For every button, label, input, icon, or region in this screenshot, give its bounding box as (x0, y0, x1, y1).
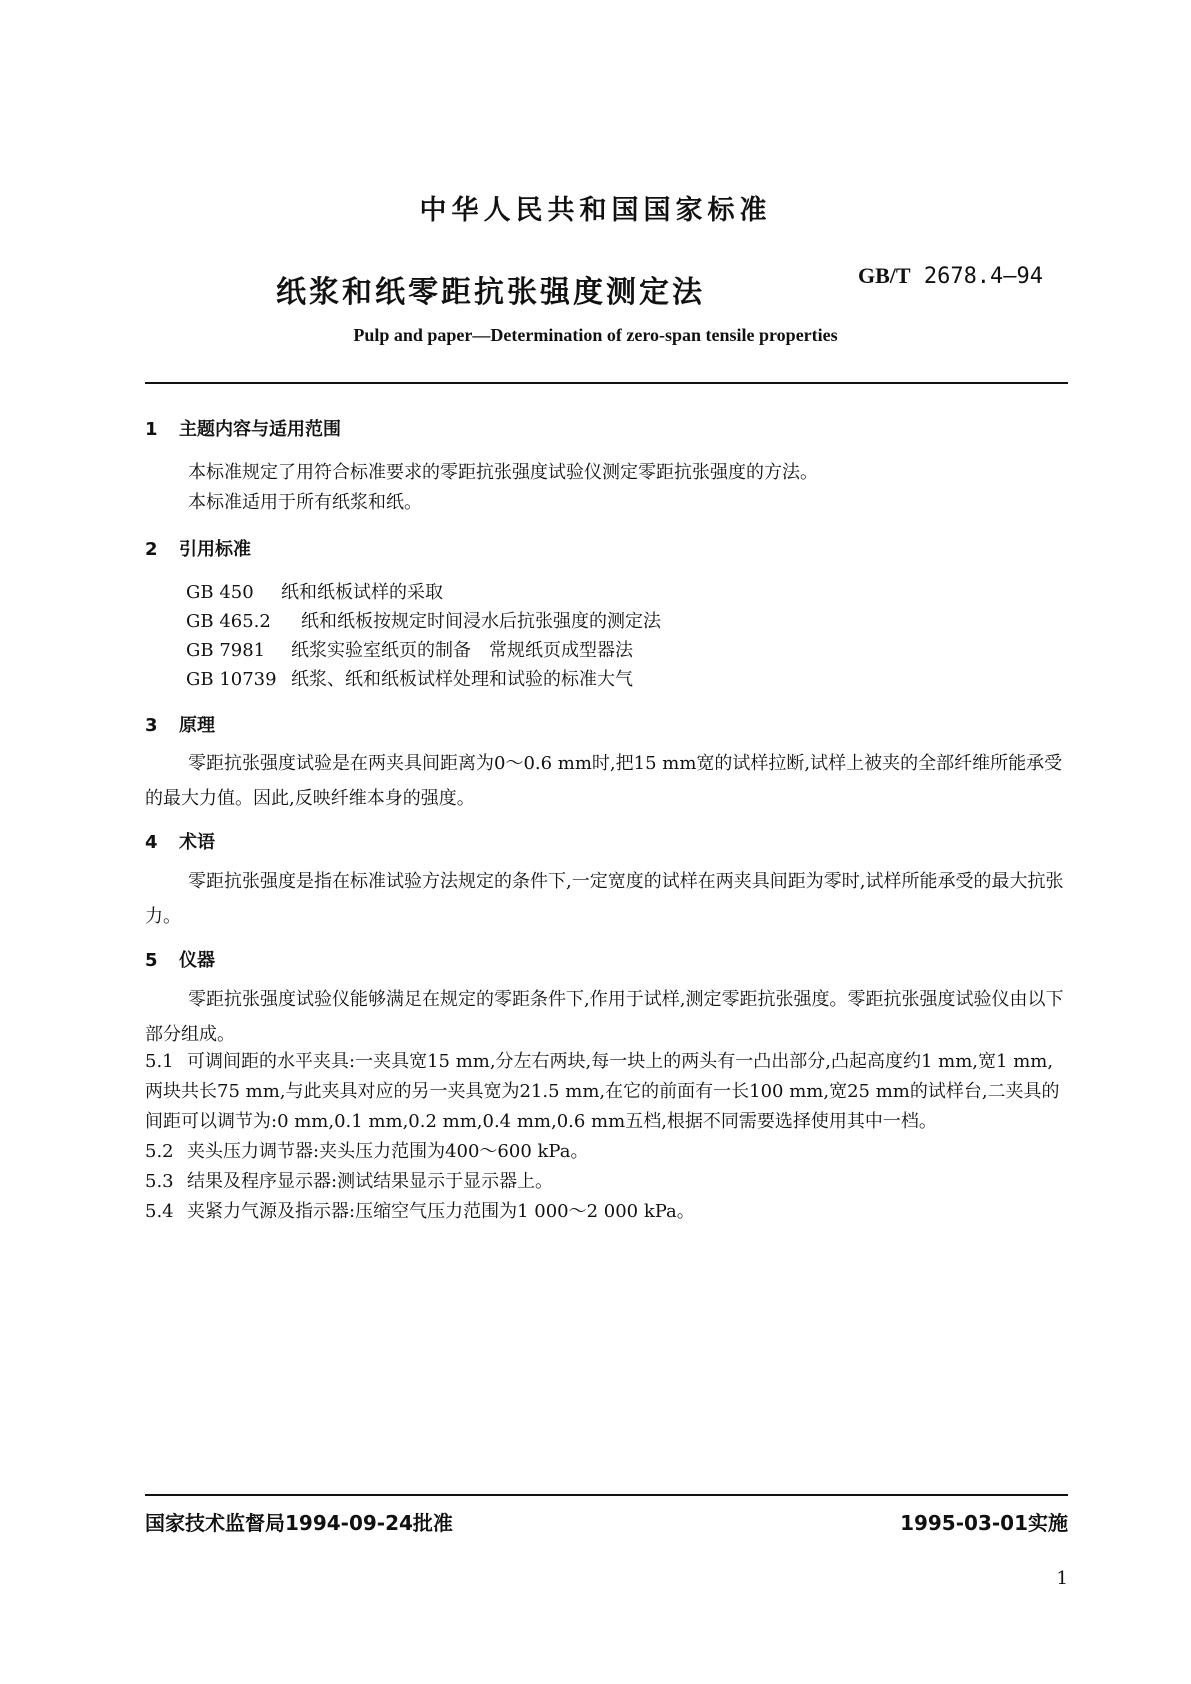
standard-code (858, 263, 1043, 289)
section-1-line-2: 本标准适用于所有纸浆和纸。 (188, 492, 422, 513)
item-number: 5.2 (145, 1141, 174, 1162)
reference-title: 纸和纸板按规定时间浸水后抗张强度的测定法 (301, 611, 661, 632)
section-3-title: 原理 (179, 715, 215, 736)
reference-item (186, 578, 443, 604)
document-title-cn: 纸浆和纸零距抗张强度测定法 (276, 275, 705, 310)
section-4-title: 术语 (179, 832, 215, 853)
reference-code: GB 450 (186, 582, 254, 603)
list-item (145, 1167, 1068, 1197)
approval-date: 国家技术监督局1994-09-24批准 (145, 1511, 453, 1535)
section-2-number: 2 (145, 539, 158, 560)
reference-item (186, 665, 633, 691)
reference-item (186, 607, 661, 633)
section-3-body (145, 746, 1068, 816)
section-1-line-1: 本标准规定了用符合标准要求的零距抗张强度试验仪测定零距抗张强度的方法。 (188, 462, 818, 483)
section-5-items (145, 1047, 1068, 1227)
footer-divider (145, 1494, 1068, 1496)
list-item (145, 1137, 1068, 1167)
item-number: 5.3 (145, 1171, 174, 1192)
reference-title: 纸浆实验室纸页的制备 常规纸页成型器法 (291, 640, 633, 661)
item-text: 夹头压力调节器:夹头压力范围为400～600 kPa。 (187, 1141, 589, 1162)
item-text: 夹紧力气源及指示器:压缩空气压力范围为1 000～2 000 kPa。 (187, 1201, 695, 1222)
page-number: 1 (1056, 1568, 1068, 1589)
item-text: 结果及程序显示器:测试结果显示于显示器上。 (187, 1171, 554, 1192)
section-4-number: 4 (145, 832, 158, 853)
section-5-number: 5 (145, 950, 158, 971)
section-2-title: 引用标准 (179, 539, 251, 560)
item-number: 5.1 (145, 1051, 174, 1072)
section-4-text: 零距抗张强度是指在标准试验方法规定的条件下,一定宽度的试样在两夹具间距为零时,试样所能承受的最大抗张力。 (145, 871, 1064, 927)
reference-title: 纸和纸板试样的采取 (281, 582, 443, 603)
reference-code: GB 7981 (186, 640, 266, 661)
section-5-title: 仪器 (179, 950, 215, 971)
section-1-title: 主题内容与适用范围 (179, 419, 341, 440)
list-item (145, 1047, 1068, 1137)
list-item (145, 1197, 1068, 1227)
item-text: 可调间距的水平夹具:一夹具宽15 mm,分左右两块,每一块上的两头有一凸出部分,凸起高度约1 mm,宽1 mm,两块共长75 mm,与此夹具对应的另一夹具宽为21.5 mm,在它的前面有一长100 mm,宽25 mm的试样台,二夹具的间距可以调节为:0 mm,0.1 mm,0.2 mm,0.4 mm,0.6 mm五档,根据不同需要选择使用其中一档。 (145, 1051, 1060, 1132)
reference-item (186, 636, 633, 662)
section-5-heading (145, 946, 215, 972)
section-3-number: 3 (145, 715, 158, 736)
national-standard-heading: 中华人民共和国国家标准 (419, 195, 772, 226)
section-5-body (145, 982, 1068, 1052)
section-4-heading (145, 828, 215, 854)
standard-code-prefix: GB/T (858, 263, 911, 288)
section-3-text: 零距抗张强度试验是在两夹具间距离为0～0.6 mm时,把15 mm宽的试样拉断,试样上被夹的全部纤维所能承受的最大力值。因此,反映纤维本身的强度。 (145, 753, 1063, 809)
standard-code-number: 2678.4—94 (923, 264, 1044, 289)
section-1-heading (145, 415, 341, 441)
section-1-number: 1 (145, 419, 158, 440)
section-3-heading (145, 711, 215, 737)
section-5-text: 零距抗张强度试验仪能够满足在规定的零距条件下,作用于试样,测定零距抗张强度。零距抗张强度试验仪由以下部分组成。 (145, 989, 1064, 1045)
section-4-body (145, 864, 1068, 934)
reference-title: 纸浆、纸和纸板试样处理和试验的标准大气 (291, 669, 633, 690)
section-2-heading (145, 535, 251, 561)
reference-code: GB 465.2 (186, 611, 271, 632)
document-title-en: Pulp and paper—Determination of zero-span tensile properties (353, 325, 838, 345)
reference-code: GB 10739 (186, 669, 277, 690)
item-number: 5.4 (145, 1201, 174, 1222)
effective-date: 1995-03-01实施 (900, 1511, 1068, 1535)
header-divider (145, 382, 1068, 384)
